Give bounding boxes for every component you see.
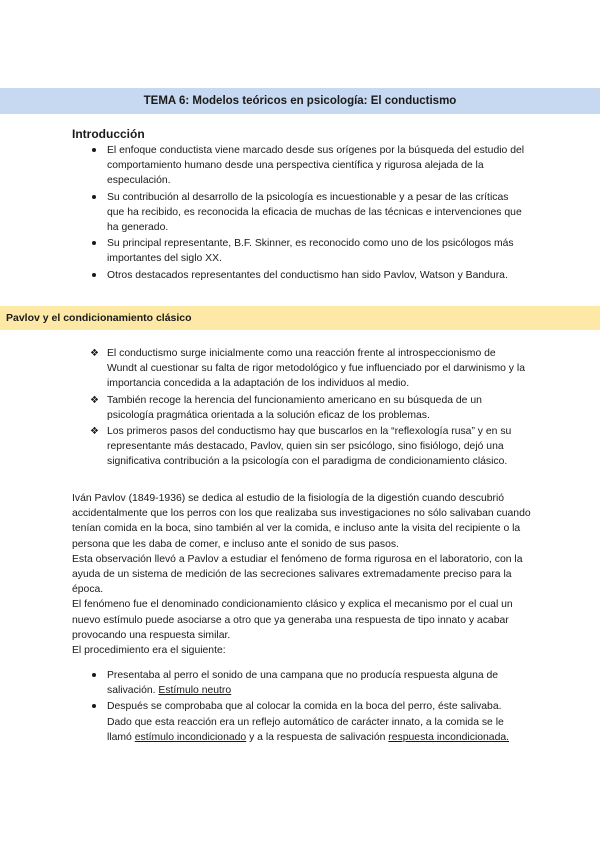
section-heading: Pavlov y el condicionamiento clásico [0, 306, 600, 330]
intro-bullet: Otros destacados representantes del conductismo han sido Pavlov, Watson y Bandura. [107, 268, 527, 283]
body-text [72, 491, 532, 658]
diamond-bullet [90, 393, 527, 423]
procedure-list [107, 668, 527, 746]
diamond-bullet-icon: ❖ [90, 426, 99, 438]
intro-bullet: Su contribución al desarrollo de la psicología es incuestionable y a pesar de las críticas que ha recibido, es reconocida la eficacia de muchas de las técnicas e intervenciones que ha generado. [107, 190, 527, 236]
section-diamond-list [90, 346, 527, 471]
paragraph: Esta observación llevó a Pavlov a estudiar el fenómeno de forma rigurosa en el laboratorio, con la ayuda de un sistema de medición de las secreciones salivares extremadamente preciso para la época. [72, 553, 523, 596]
intro-bullet: Su principal representante, B.F. Skinner, es reconocido como uno de los psicólogos más importantes del siglo XX. [107, 236, 527, 266]
diamond-bullet-text: El conductismo surge inicialmente como una reacción frente al introspeccionismo de Wundt al cuestionar su falta de rigor metodológico y fue influenciado por el darwinismo y la importancia concedida a la adaptación de los individuos al medio. [107, 348, 525, 390]
paragraph: El fenómeno fue el denominado condicionamiento clásico y explica el mecanismo por el cual un nuevo estímulo puede asociarse a otro que ya generaba una respuesta de tipo innato y acabar provocando una respuesta similar. [72, 599, 513, 641]
diamond-bullet-icon: ❖ [90, 394, 99, 406]
intro-heading: Introducción [72, 127, 145, 141]
procedure-step [107, 668, 527, 698]
paragraph: Iván Pavlov (1849-1936) se dedica al estudio de la fisiología de la digestión cuando descubrió accidentalmente que los perros con los que realizaba sus investigaciones no sólo salivaban cuando tenían comida en la boca, sino también al ver la comida, e incluso ante la visita del recipiente o la persona que les daba de comer, e incluso ante el sonido de sus pasos. [72, 493, 531, 550]
procedure-step-text: y a la respuesta de salivación [246, 731, 389, 743]
intro-bullet: El enfoque conductista viene marcado desde sus orígenes por la búsqueda del estudio del comportamiento humano desde una perspectiva científica y rigurosa alejada de la especulación. [107, 143, 527, 189]
diamond-bullet [90, 424, 527, 470]
procedure-step [107, 699, 527, 745]
term-underlined: estímulo incondicionado [134, 731, 247, 743]
term-underlined: Estímulo neutro [158, 685, 232, 697]
diamond-bullet [90, 346, 527, 392]
page-title: TEMA 6: Modelos teóricos en psicología: El conductismo [0, 88, 600, 114]
procedure-step-text: Presentaba al perro el sonido de una campana que no producía respuesta alguna de salivación. [107, 670, 499, 697]
term-underlined: respuesta incondicionada. [388, 731, 510, 743]
diamond-bullet-icon: ❖ [90, 348, 99, 359]
diamond-bullet-text: También recoge la herencia del funcionamiento americano en su búsqueda de un psicología pragmática orientada a la solución eficaz de los problemas. [107, 394, 482, 421]
paragraph: El procedimiento era el siguiente: [72, 645, 226, 657]
procedure-step-text: Después se comprobaba que al colocar la comida en la boca del perro, éste salivaba. Dado que esta reacción era un reflejo automático de carácter innato, a la comida se le llamó [107, 701, 504, 743]
diamond-bullet-text: Los primeros pasos del conductismo hay que buscarlos en la “reflexología rusa” y en su representante más destacado, Pavlov, quien sin ser psicólogo, sino fisiólogo, dejó una significativa contribución a la psicología con el paradigma de condicionamiento clásico. [107, 426, 512, 468]
intro-bullet-list [107, 143, 527, 284]
